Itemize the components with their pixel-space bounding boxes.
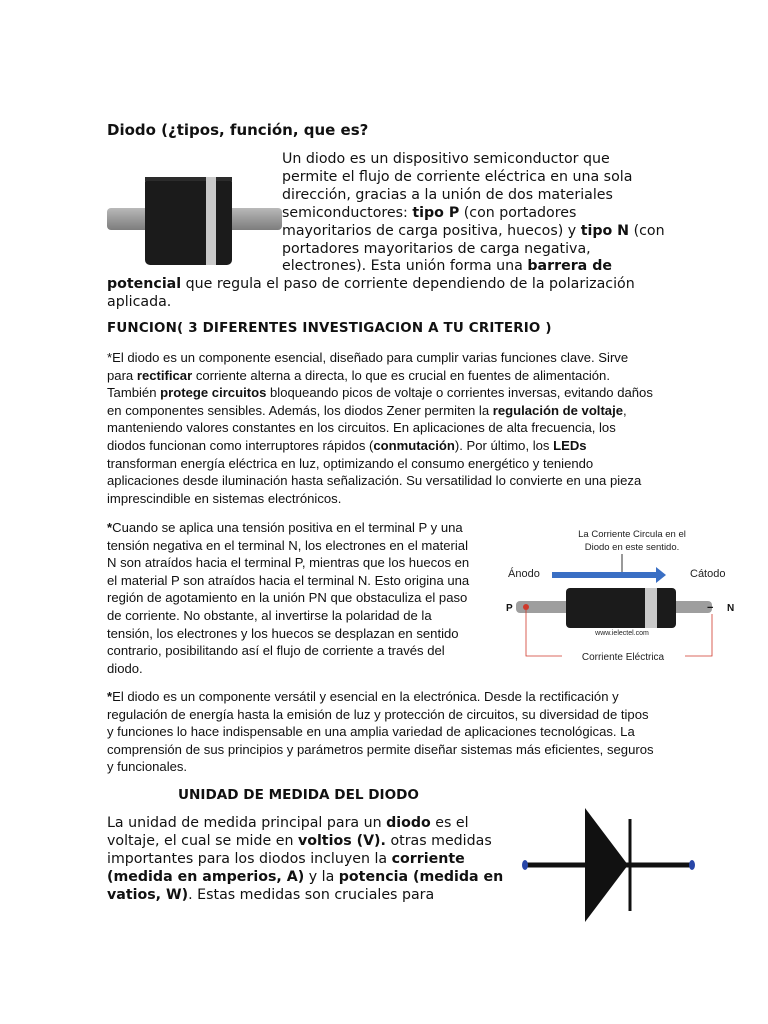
diode-photo xyxy=(107,151,282,271)
funcion-paragraph-1: *El diodo es un componente esencial, diseñado para cumplir varias funciones clave. Sirve para rectificar corriente alterna a directa, lo que es crucial en fuentes de alimentación. También protege circuitos bloqueando picos de voltaje o corrientes inversas, evitando daños en componentes sensibles. Además, los diodos Zener permiten la regulación de voltaje, manteniendo valores constantes en los circuitos. En aplicaciones de alta frecuencia, los diodos funcionan como interruptores rápidos (conmutación). Por último, los LEDs transforman energía eléctrica en luz, optimizando el consumo energético y teniendo aplicaciones desde iluminación hasta señalización. Su versatilidad lo convierte en una pieza imprescindible en sistemas electrónicos. xyxy=(107,350,653,506)
diagram-caption-line1: La Corriente Circula en el xyxy=(578,529,686,540)
intro-paragraph: Un diodo es un dispositivo semiconductor que permite el flujo de corriente eléctrica en una sola dirección, gracias a la unión de dos materiales semiconductores: tipo P (con portadores mayoritarios de carga positiva, huecos) y tipo N (con portadores mayoritarios de carga negativa, electrones). Esta unión forma una barrera de potencial que regula el paso de corriente dependiendo de la polarización aplicada. xyxy=(107,151,665,311)
diagram-caption-line2: Diodo en este sentido. xyxy=(584,542,680,553)
page-title: Diodo (¿tipos, función, que es? xyxy=(107,121,369,139)
funcion-paragraph-2: *Cuando se aplica una tensión positiva en el terminal P y una tensión negativa en el terminal N, los electrones en el material N son atraídos hacia el terminal P, mientras que los huecos en el material P son atraídos hacia el terminal N. Esto origina una región de agotamiento en la unión PN que obstaculiza el paso de corriente. No obstante, al invertirse la polaridad de la tensión, los electrones y los huecos se desplazan en sentido contrario, posibilitando así el flujo de corriente a través del diodo. xyxy=(107,520,470,676)
current-label: Corriente Eléctrica xyxy=(581,652,665,662)
anode-label: Ánodo xyxy=(508,568,540,580)
p-terminal-label: P xyxy=(506,603,513,614)
section-heading-unidad: UNIDAD DE MEDIDA DEL DIODO xyxy=(178,787,419,803)
unidad-paragraph: La unidad de medida principal para un diodo es el voltaje, el cual se mide en voltios (V). otras medidas importantes para los diodos incluyen la corriente (medida en amperios, A) y la potencia (medida en vatios, W). Estas medidas son cruciales para xyxy=(107,815,504,903)
cathode-label: Cátodo xyxy=(690,568,726,580)
diode-current-diagram xyxy=(500,522,745,662)
diode-body xyxy=(566,588,676,628)
diagram-url: www.ielectel.com xyxy=(595,630,649,637)
current-direction-arrow xyxy=(552,572,656,578)
section-heading-funcion: FUNCION( 3 DIFERENTES INVESTIGACION A TU CRITERIO ) xyxy=(107,321,552,336)
funcion-paragraph-3: *El diodo es un componente versátil y esencial en la electrónica. Desde la rectificación y regulación de energía hasta la emisión de luz y protección de circuitos, su diversidad de tipos y funciones lo hace indispensable en una amplia variedad de aplicaciones tecnológicas. La comprensión de sus principios y parámetros permite diseñar sistemas más eficientes, seguros y funcionales. xyxy=(107,689,654,775)
diode-symbol xyxy=(520,805,700,925)
n-terminal-label: N xyxy=(727,603,735,614)
minus-sign: − xyxy=(707,602,714,614)
